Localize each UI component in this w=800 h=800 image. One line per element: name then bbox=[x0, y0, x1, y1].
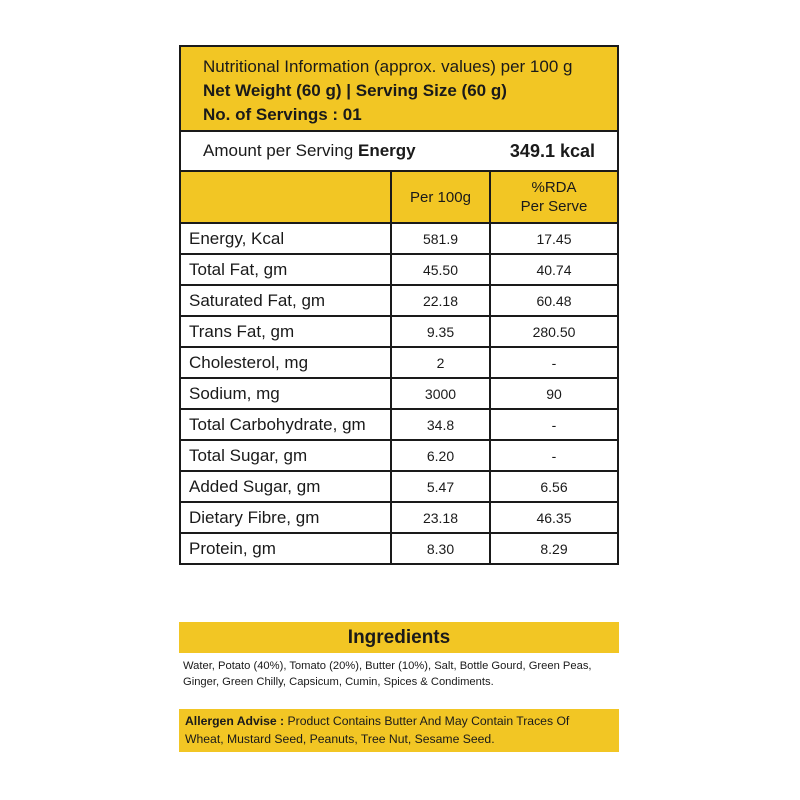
rda-value: 17.45 bbox=[490, 223, 617, 254]
nutrient-name: Added Sugar, gm bbox=[181, 471, 391, 502]
table-row bbox=[181, 533, 617, 563]
rda-value: - bbox=[490, 409, 617, 440]
amount-energy-label: Energy bbox=[357, 141, 416, 160]
rda-value: 280.50 bbox=[490, 316, 617, 347]
table-header-row bbox=[181, 172, 617, 223]
nutrient-name: Protein, gm bbox=[181, 533, 391, 563]
nutrient-name: Trans Fat, gm bbox=[181, 316, 391, 347]
header-per-100g: Per 100g bbox=[391, 172, 490, 223]
table-row bbox=[181, 409, 617, 440]
amount-per-serving bbox=[181, 132, 617, 172]
per-100g-value: 22.18 bbox=[391, 285, 490, 316]
table-row bbox=[181, 502, 617, 533]
amount-energy-value: 349.1 kcal bbox=[509, 140, 595, 161]
header-nutrient bbox=[181, 172, 391, 223]
header-rda-line2: Per Serve bbox=[520, 198, 588, 215]
rda-value: 40.74 bbox=[490, 254, 617, 285]
allergen-line-1: Product Contains Butter And May Contain Traces Of bbox=[287, 714, 570, 728]
amount-label bbox=[203, 141, 416, 161]
allergen-advise bbox=[179, 709, 619, 752]
per-100g-value: 9.35 bbox=[391, 316, 490, 347]
ingredients-heading: Ingredients bbox=[179, 622, 619, 653]
header-rda bbox=[490, 172, 617, 223]
rda-value: 90 bbox=[490, 378, 617, 409]
ingredients-line-2: Ginger, Green Chilly, Capsicum, Cumin, Spices & Condiments. bbox=[183, 676, 494, 688]
nutrient-name: Total Sugar, gm bbox=[181, 440, 391, 471]
table-row bbox=[181, 254, 617, 285]
per-100g-value: 34.8 bbox=[391, 409, 490, 440]
header-rda-line1: %RDA bbox=[531, 179, 577, 196]
per-100g-value: 8.30 bbox=[391, 533, 490, 563]
nutrient-name: Energy, Kcal bbox=[181, 223, 391, 254]
ingredients-text bbox=[183, 658, 623, 690]
net-weight-line: Net Weight (60 g) | Serving Size (60 g) bbox=[203, 81, 507, 100]
nutrient-name: Cholesterol, mg bbox=[181, 347, 391, 378]
nutrition-table bbox=[181, 172, 617, 563]
per-100g-value: 45.50 bbox=[391, 254, 490, 285]
rda-value: 60.48 bbox=[490, 285, 617, 316]
nutrient-name: Saturated Fat, gm bbox=[181, 285, 391, 316]
nutrient-name: Dietary Fibre, gm bbox=[181, 502, 391, 533]
label-header bbox=[181, 47, 617, 132]
table-row bbox=[181, 223, 617, 254]
nutrient-name: Total Fat, gm bbox=[181, 254, 391, 285]
table-row bbox=[181, 440, 617, 471]
nutrient-name: Total Carbohydrate, gm bbox=[181, 409, 391, 440]
rda-value: 6.56 bbox=[490, 471, 617, 502]
per-100g-value: 5.47 bbox=[391, 471, 490, 502]
nutrient-name: Sodium, mg bbox=[181, 378, 391, 409]
amount-prefix: Amount per Serving bbox=[203, 141, 354, 160]
per-100g-value: 23.18 bbox=[391, 502, 490, 533]
per-100g-value: 6.20 bbox=[391, 440, 490, 471]
table-row bbox=[181, 316, 617, 347]
nutrition-label bbox=[179, 45, 619, 565]
per-100g-value: 2 bbox=[391, 347, 490, 378]
rda-value: - bbox=[490, 440, 617, 471]
rda-value: 8.29 bbox=[490, 533, 617, 563]
table-row bbox=[181, 471, 617, 502]
servings-line: No. of Servings : 01 bbox=[203, 105, 362, 124]
allergen-line-2: Wheat, Mustard Seed, Peanuts, Tree Nut, Sesame Seed. bbox=[185, 732, 495, 746]
per-100g-value: 581.9 bbox=[391, 223, 490, 254]
nutrition-info-heading: Nutritional Information (approx. values) per 100 g bbox=[203, 57, 573, 76]
table-row bbox=[181, 347, 617, 378]
rda-value: - bbox=[490, 347, 617, 378]
ingredients-line-1: Water, Potato (40%), Tomato (20%), Butter (10%), Salt, Bottle Gourd, Green Peas, bbox=[183, 660, 592, 672]
per-100g-value: 3000 bbox=[391, 378, 490, 409]
table-row bbox=[181, 378, 617, 409]
allergen-label: Allergen Advise : bbox=[185, 714, 285, 728]
table-row bbox=[181, 285, 617, 316]
rda-value: 46.35 bbox=[490, 502, 617, 533]
